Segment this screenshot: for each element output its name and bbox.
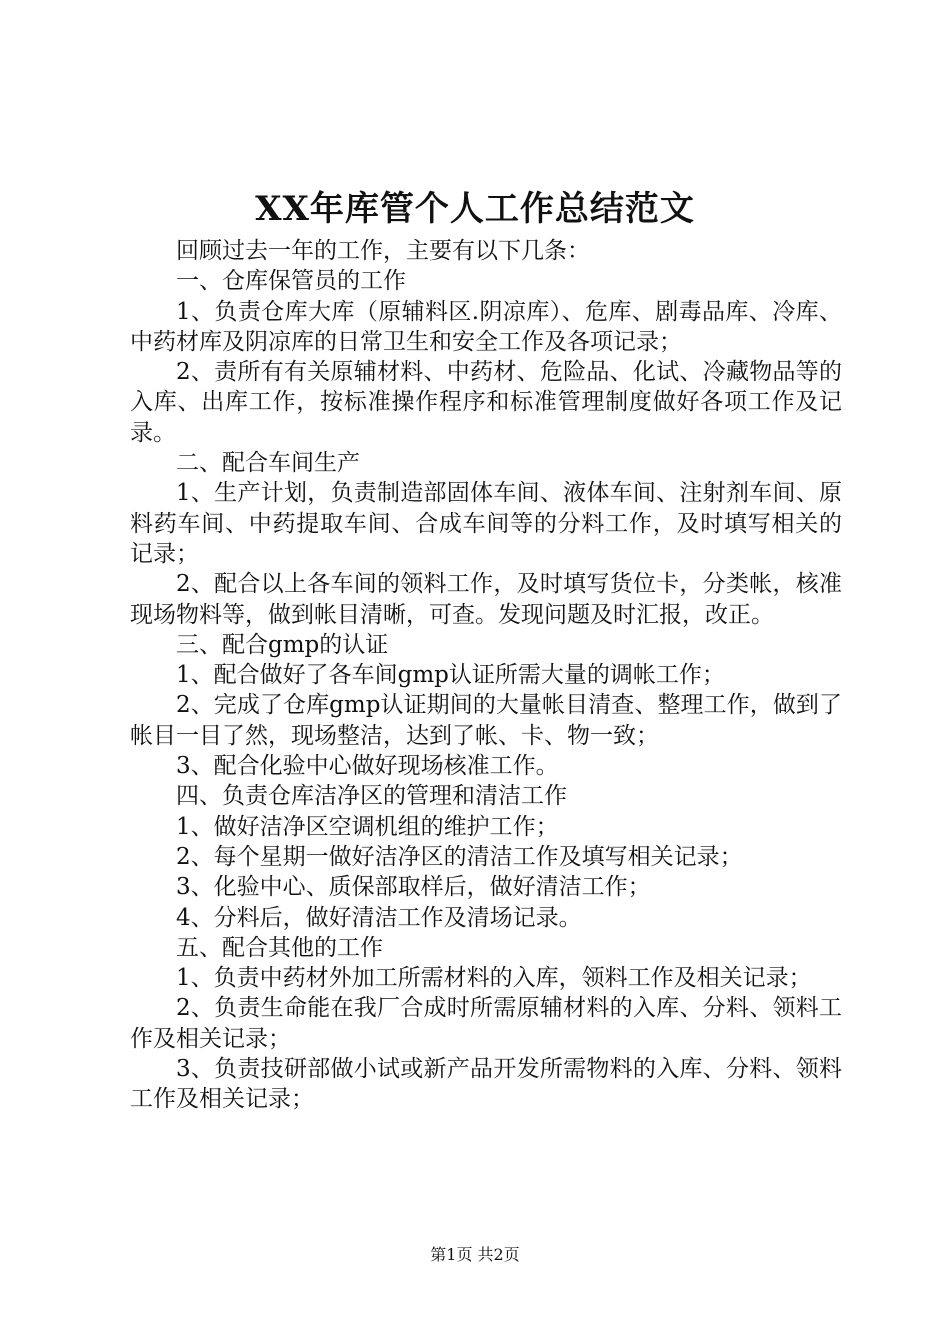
paragraph: 2、责所有有关原辅材料、中药材、危险品、化试、冷藏物品等的入库、出库工作，按标准操作程序和标准管理制度做好各项工作及记录。	[130, 359, 842, 446]
paragraph: 1、配合做好了各车间gmp认证所需大量的调帐工作；	[176, 662, 725, 689]
paragraph: 3、配合化验中心做好现场核准工作。	[176, 753, 559, 780]
section-heading: 二、配合车间生产	[176, 450, 360, 477]
page-footer: 第1页 共2页	[430, 1245, 520, 1264]
section-heading: 五、配合其他的工作	[176, 934, 383, 961]
paragraph: 1、负责仓库大库（原辅料区.阴凉库）、危库、剧毒品库、冷库、中药材库及阴凉库的日常卫生和安全工作及各项记录；	[130, 298, 842, 355]
paragraph: 3、负责技研部做小试或新产品开发所需物料的入库、分料、领料工作及相关记录；	[130, 1056, 842, 1113]
section-heading: 四、负责仓库洁净区的管理和清洁工作	[176, 783, 567, 810]
section-heading: 三、配合gmp的认证	[176, 631, 389, 658]
paragraph: 3、化验中心、质保部取样后，做好清洁工作；	[176, 874, 651, 901]
section-heading: 一、仓库保管员的工作	[176, 268, 406, 295]
document-title: XX年库管个人工作总结范文	[255, 189, 695, 229]
paragraph: 1、负责中药材外加工所需材料的入库，领料工作及相关记录；	[176, 965, 812, 992]
paragraph: 1、做好洁净区空调机组的维护工作；	[176, 813, 559, 840]
paragraph: 回顾过去一年的工作，主要有以下几条：	[176, 238, 590, 264]
paragraph: 2、配合以上各车间的领料工作，及时填写货位卡，分类帐，核准现场物料等，做到帐目清晰，可查。发现问题及时汇报，改正。	[130, 571, 842, 628]
paragraph: 2、负责生命能在我厂合成时所需原辅材料的入库、分料、领料工作及相关记录；	[130, 995, 842, 1052]
paragraph: 2、完成了仓库gmp认证期间的大量帐目清查、整理工作，做到了帐目一目了然，现场整洁，达到了帐、卡、物一致；	[130, 692, 842, 749]
paragraph: 1、生产计划，负责制造部固体车间、液体车间、注射剂车间、原料药车间、中药提取车间、合成车间等的分料工作，及时填写相关的记录；	[130, 480, 842, 567]
document-body	[130, 236, 842, 1115]
paragraph: 4、分料后，做好清洁工作及清场记录。	[176, 904, 582, 931]
paragraph: 2、每个星期一做好洁净区的清洁工作及填写相关记录；	[176, 843, 743, 870]
